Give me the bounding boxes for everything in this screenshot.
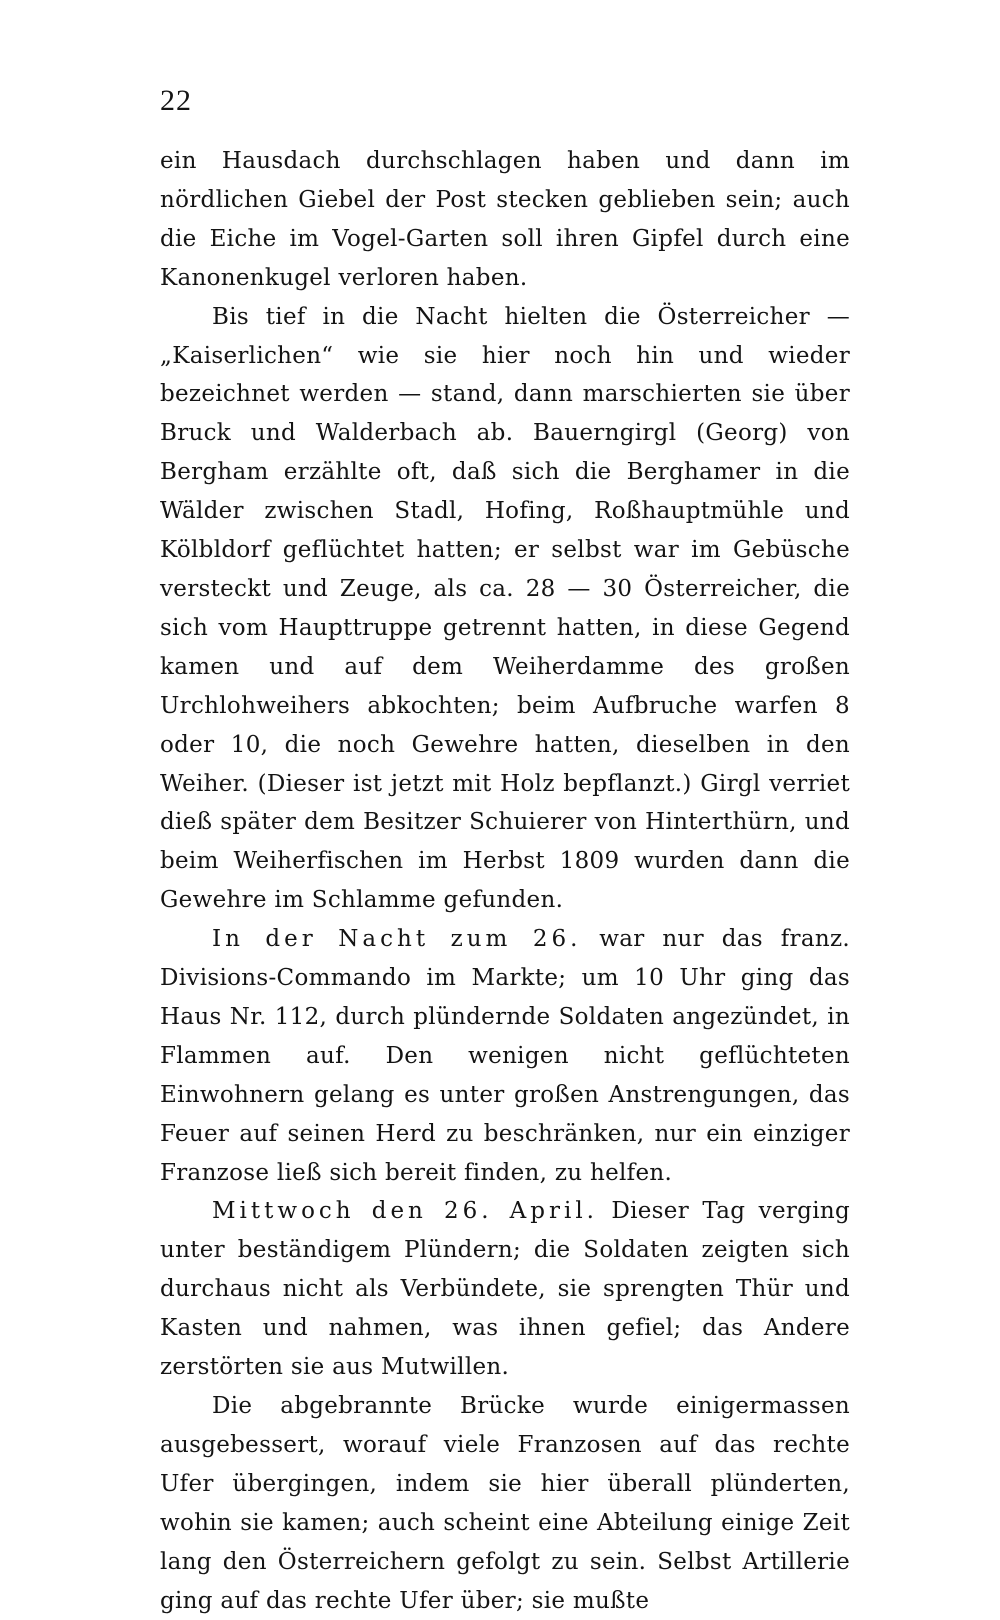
paragraph-1	[160, 142, 850, 298]
paragraph-3	[160, 920, 850, 1192]
paragraph-4	[160, 1192, 850, 1387]
page-number: 22	[160, 84, 192, 117]
paragraph-text: war nur das franz. Divisions-Commando im Markte; um 10 Uhr ging das Haus Nr. 112, durch plündernde Soldaten angezündet, in Flammen auf. Den wenigen nicht geflüchteten Einwohnern gelang es unter großen Anstrengungen, das Feuer auf seinen Herd zu beschränken, nur ein einziger Franzose ließ sich bereit finden, zu helfen.	[160, 926, 850, 1186]
paragraph-text: ein Hausdach durchschlagen haben und dann im nördlichen Giebel der Post stecken geblieben sein; auch die Eiche im Vogel-Garten soll ihren Gipfel durch eine Kanonenkugel verloren haben.	[160, 148, 850, 291]
paragraph-text: Die abgebrannte Brücke wurde einigermassen ausgebessert, worauf viele Franzosen auf das rechte Ufer übergingen, indem sie hier überall plünderten, wohin sie kamen; auch scheint eine Abteilung einige Zeit lang den Österreichern gefolgt zu sein. Selbst Artillerie ging auf das rechte Ufer über; sie mußte	[160, 1393, 850, 1614]
body-text	[160, 142, 850, 1620]
paragraph-lead: Mittwoch den 26. April.	[212, 1198, 598, 1225]
paragraph-2	[160, 298, 850, 921]
paragraph-5	[160, 1387, 850, 1620]
paragraph-text: Dieser Tag verging unter beständigem Plündern; die Soldaten zeigten sich durchaus nicht als Verbündete, sie sprengten Thür und Kasten und nahmen, was ihnen gefiel; das Andere zerstörten sie aus Mutwillen.	[160, 1198, 850, 1381]
paragraph-lead: In der Nacht zum 26.	[212, 926, 582, 953]
paragraph-text: Bis tief in die Nacht hielten die Österreicher — „Kaiserlichen“ wie sie hier noch hin und wieder bezeichnet werden — stand, dann marschierten sie über Bruck und Walderbach ab. Bauerngirgl (Georg) von Bergham erzählte oft, daß sich die Berghamer in die Wälder zwischen Stadl, Hofing, Roßhauptmühle und Kölbldorf geflüchtet hatten; er selbst war im Gebüsche versteckt und Zeuge, als ca. 28 — 30 Österreicher, die sich vom Haupttruppe getrennt hatten, in diese Gegend kamen und auf dem Weiherdamme des großen Urchlohweihers abkochten; beim Aufbruche warfen 8 oder 10, die noch Gewehre hatten, dieselben in den Weiher. (Dieser ist jetzt mit Holz bepflanzt.) Girgl verriet dieß später dem Besitzer Schuierer von Hinterthürn, und beim Weiherfischen im Herbst 1809 wurden dann die Gewehre im Schlamme gefunden.	[160, 303, 850, 914]
